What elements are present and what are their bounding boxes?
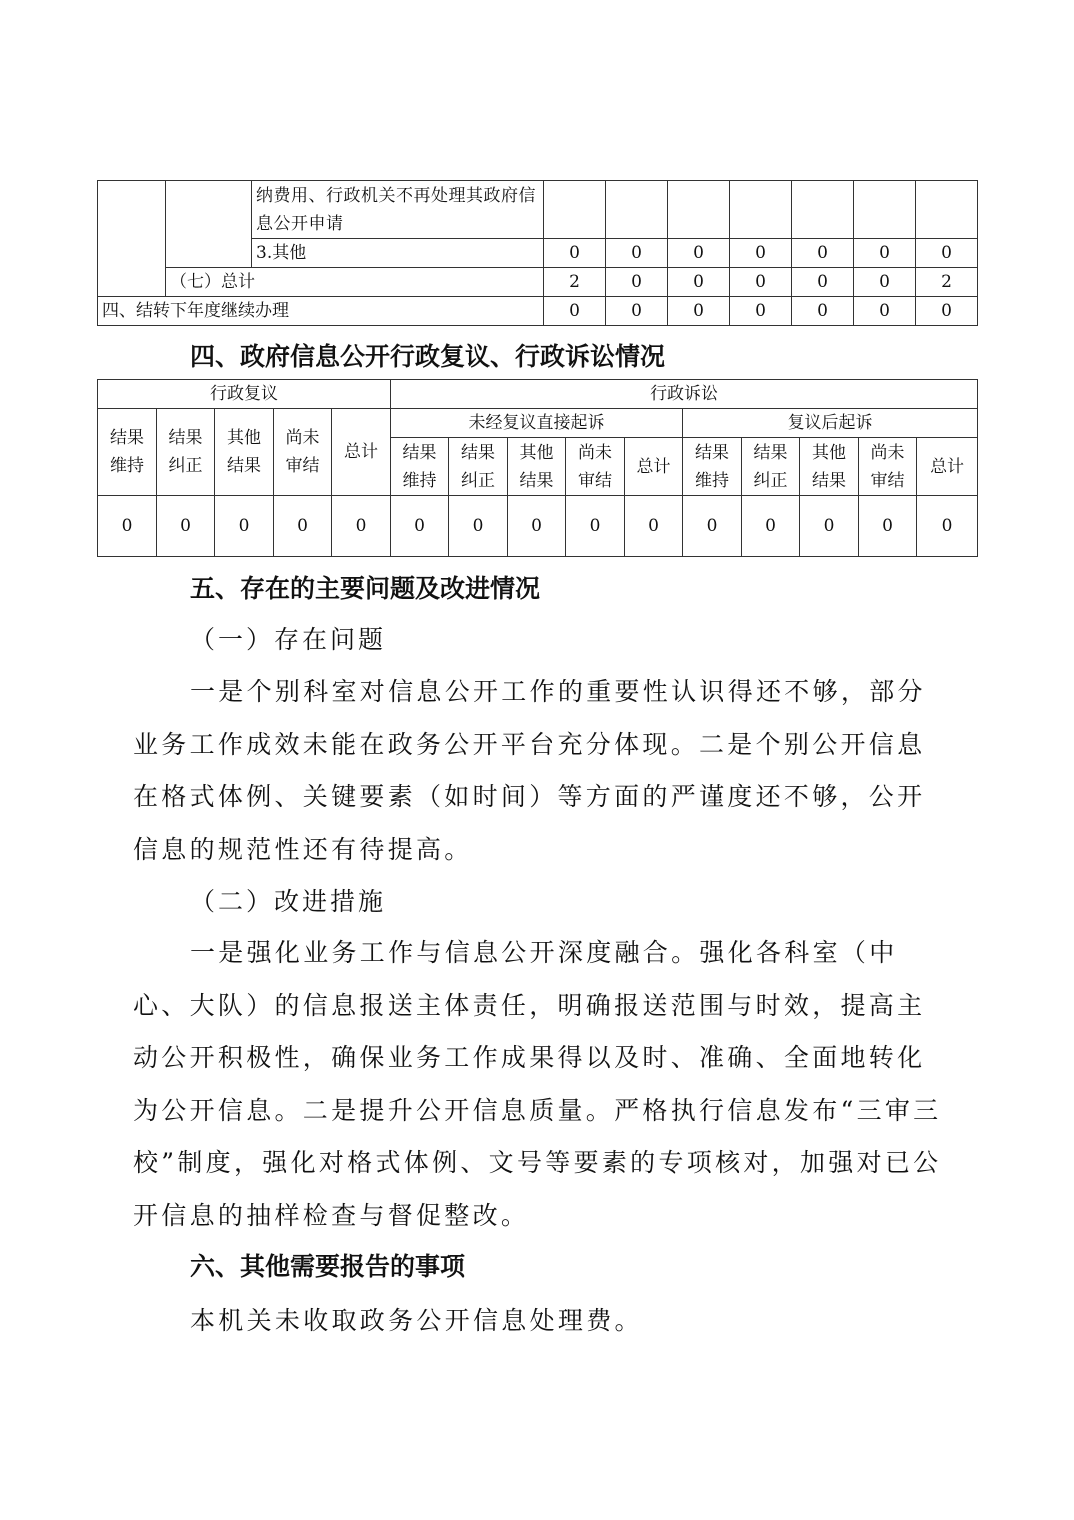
paragraph-measures: 一是强化业务工作与信息公开深度融合。强化各科室（中心、大队）的信息报送主体责任，明确报送范围与时效，提高主动公开积极性，确保业务工作成果得以及时、准确、全面地转化为公开信息。二是提升公开信息质量。严格执行信息发布“三审三校”制度，强化对格式体例、文号等要素的专项核对，加强对已公开信息的抽样检查与督促整改。 — [133, 938, 942, 1230]
paragraph-problems: 一是个别科室对信息公开工作的重要性认识得还不够，部分业务工作成效未能在政务公开平台充分体现。二是个别公开信息在格式体例、关键要素（如时间）等方面的严谨度还不够，公开信息的规范性还有待提高。 — [133, 677, 926, 864]
table-row: （七）总计 2 0 0 0 0 0 2 — [98, 268, 978, 297]
column-header: 尚未审结 — [859, 438, 917, 496]
section5-heading: 五、存在的主要问题及改进情况 — [190, 574, 541, 603]
column-header: 结果维持 — [391, 438, 449, 496]
column-header: 结果维持 — [683, 438, 742, 496]
column-header: 结果纠正 — [449, 438, 508, 496]
section6-heading: 六、其他需要报告的事项 — [190, 1252, 466, 1281]
column-header: 总计 — [332, 409, 391, 496]
row-label: 四、结转下年度继续办理 — [98, 297, 544, 326]
table-row: 四、结转下年度继续办理 0 0 0 0 0 0 0 — [98, 297, 978, 326]
table-row — [98, 409, 978, 438]
subheading-problems: （一）存在问题 — [190, 625, 387, 654]
after-review-header: 复议后起诉 — [683, 409, 978, 438]
review-litigation-table — [97, 379, 978, 557]
table-row — [98, 181, 978, 239]
column-header: 总计 — [625, 438, 683, 496]
column-header: 其他结果 — [800, 438, 859, 496]
row-label: 纳费用、行政机关不再处理其政府信息公开申请 — [252, 181, 544, 239]
column-header: 结果纠正 — [742, 438, 800, 496]
paragraph-other: 本机关未收取政务公开信息处理费。 — [190, 1306, 643, 1335]
row-label: 3.其他 — [252, 239, 544, 268]
admin-litigation-header: 行政诉讼 — [391, 380, 978, 409]
column-header: 其他结果 — [508, 438, 566, 496]
column-header: 结果维持 — [98, 409, 157, 496]
application-handling-table — [97, 180, 978, 326]
subheading-measures: （二）改进措施 — [190, 887, 387, 916]
column-header: 尚未审结 — [566, 438, 625, 496]
direct-suit-header: 未经复议直接起诉 — [391, 409, 683, 438]
table-row — [98, 380, 978, 409]
column-header: 其他结果 — [215, 409, 274, 496]
table-row: 0 0 0 0 0 0 0 0 0 0 0 0 0 0 0 — [98, 496, 978, 557]
column-header: 结果纠正 — [157, 409, 215, 496]
table-row: 3.其他 0 0 0 0 0 0 0 — [98, 239, 978, 268]
column-header: 总计 — [917, 438, 978, 496]
section4-heading: 四、政府信息公开行政复议、行政诉讼情况 — [190, 342, 666, 371]
admin-review-header: 行政复议 — [98, 380, 391, 409]
column-header: 尚未审结 — [274, 409, 332, 496]
row-label: （七）总计 — [166, 268, 544, 297]
